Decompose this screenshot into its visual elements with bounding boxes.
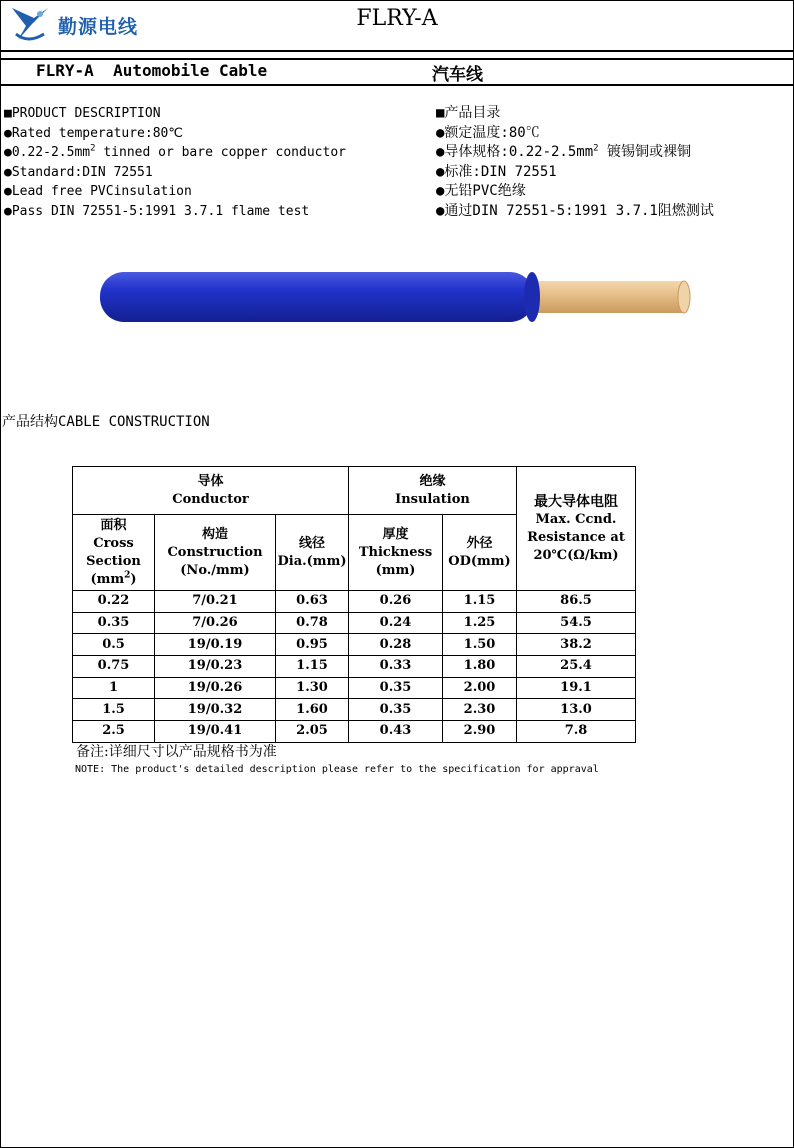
subtitle-english: FLRY-A Automobile Cable <box>36 61 268 80</box>
cell-thickness: 0.28 <box>349 634 443 656</box>
cell-thickness: 0.33 <box>349 656 443 678</box>
desc-conductor-en-sup: 2 <box>90 143 96 154</box>
cell-thickness: 0.24 <box>349 612 443 634</box>
header-area-unit-open: (mm <box>90 571 125 587</box>
header-conductor-group <box>73 467 349 515</box>
cable-illustration <box>96 266 696 326</box>
table-header-row-1 <box>73 467 636 515</box>
cell-construction: 19/0.41 <box>155 721 276 743</box>
note-chinese: 备注:详细尺寸以产品规格书为准 <box>76 744 277 760</box>
table-row <box>73 699 636 721</box>
cell-thickness: 0.43 <box>349 721 443 743</box>
cell-resistance: 25.4 <box>517 656 636 678</box>
cell-construction: 7/0.26 <box>155 612 276 634</box>
subtitle-chinese: 汽车线 <box>432 65 483 85</box>
cell-area: 1.5 <box>73 699 155 721</box>
cell-resistance: 38.2 <box>517 634 636 656</box>
header <box>0 0 794 52</box>
cell-construction: 7/0.21 <box>155 591 276 613</box>
desc-conductor-cn <box>436 143 714 163</box>
header-insulation-group <box>349 467 517 515</box>
desc-conductor-en-pre: ●0.22-2.5mm <box>4 145 91 161</box>
header-resistance-en3: 20℃(Ω/km) <box>533 547 619 563</box>
note-english: NOTE: The product's detailed description please refer to the specification for appraval <box>75 764 599 775</box>
cell-resistance: 7.8 <box>517 721 636 743</box>
cell-thickness: 0.35 <box>349 699 443 721</box>
cell-construction: 19/0.26 <box>155 677 276 699</box>
cell-area: 0.5 <box>73 634 155 656</box>
header-construction-en: Construction <box>167 544 263 560</box>
header-resistance-en1: Max. Ccnd. <box>535 511 617 527</box>
cell-area: 0.22 <box>73 591 155 613</box>
header-area-unit-sup: 2 <box>124 570 131 581</box>
desc-conductor-en-post: tinned or bare copper conductor <box>95 145 346 161</box>
desc-conductor-en <box>4 143 346 163</box>
cell-area: 0.75 <box>73 656 155 678</box>
table-row <box>73 612 636 634</box>
cell-od: 1.80 <box>443 656 517 678</box>
cell-diameter: 1.15 <box>276 656 349 678</box>
table-row <box>73 656 636 678</box>
header-construction <box>155 515 276 591</box>
table-row <box>73 677 636 699</box>
cell-od: 1.50 <box>443 634 517 656</box>
table-body <box>73 591 636 743</box>
desc-flame-test-en: ●Pass DIN 72551-5:1991 3.7.1 flame test <box>4 203 310 219</box>
desc-insulation-cn: ●无铅PVC绝缘 <box>436 183 526 200</box>
cell-diameter: 0.63 <box>276 591 349 613</box>
document-title: FLRY-A <box>356 6 438 31</box>
cell-construction: 19/0.32 <box>155 699 276 721</box>
table-row <box>73 721 636 743</box>
desc-heading-en: ■PRODUCT DESCRIPTION <box>4 106 161 121</box>
conductor-core <box>516 281 686 313</box>
desc-conductor-cn-post: 镀锡铜或裸铜 <box>598 144 692 161</box>
cell-area: 2.5 <box>73 721 155 743</box>
header-area-unit <box>73 571 154 589</box>
conductor-end <box>678 281 690 313</box>
desc-conductor-cn-sup: 2 <box>593 143 599 154</box>
product-description-english <box>4 104 346 222</box>
cell-resistance: 86.5 <box>517 591 636 613</box>
insulation-jacket <box>100 272 534 322</box>
header-area-en1: Cross <box>93 535 134 551</box>
header-diameter-cn: 线径 <box>298 535 325 551</box>
cell-thickness: 0.35 <box>349 677 443 699</box>
insulation-end <box>524 272 540 322</box>
desc-standard-en: ●Standard:DIN 72551 <box>4 164 153 180</box>
header-conductor-en: Conductor <box>172 491 249 507</box>
cell-area: 1 <box>73 677 155 699</box>
cell-resistance: 54.5 <box>517 612 636 634</box>
header-od-cn: 外径 <box>466 535 493 551</box>
desc-flame-test-cn: ●通过DIN 72551-5:1991 3.7.1阻燃测试 <box>436 202 714 219</box>
section-title-construction: 产品结构CABLE CONSTRUCTION <box>2 414 210 430</box>
cell-diameter: 0.78 <box>276 612 349 634</box>
header-insulation-en: Insulation <box>395 491 470 507</box>
cell-diameter: 2.05 <box>276 721 349 743</box>
desc-standard-cn: ●标准:DIN 72551 <box>436 163 557 180</box>
brand-name: 勤源电线 <box>58 16 139 38</box>
desc-rated-temp-cn: ●额定温度:80℃ <box>436 124 540 141</box>
table-row <box>73 591 636 613</box>
header-thickness-cn: 厚度 <box>382 526 409 542</box>
cell-diameter: 0.95 <box>276 634 349 656</box>
cell-construction: 19/0.19 <box>155 634 276 656</box>
header-od-en: OD(mm) <box>448 553 511 569</box>
header-area <box>73 515 155 591</box>
header-thickness <box>349 515 443 591</box>
header-conductor-cn: 导体 <box>197 473 224 489</box>
header-construction-cn: 构造 <box>201 526 228 542</box>
header-resistance-en2: Resistance at <box>527 529 625 545</box>
header-construction-unit: (No./mm) <box>180 562 250 578</box>
header-thickness-unit: (mm) <box>375 562 416 578</box>
subtitle-bar <box>0 58 794 86</box>
cell-od: 2.30 <box>443 699 517 721</box>
header-od <box>443 515 517 591</box>
header-thickness-en: Thickness <box>358 544 433 560</box>
cell-od: 1.25 <box>443 612 517 634</box>
cable-construction-table <box>72 466 636 743</box>
cell-od: 2.00 <box>443 677 517 699</box>
header-insulation-cn: 绝缘 <box>419 473 446 489</box>
cell-od: 1.15 <box>443 591 517 613</box>
cell-od: 2.90 <box>443 721 517 743</box>
header-resistance <box>517 467 636 591</box>
header-resistance-cn: 最大导体电阻 <box>534 493 618 510</box>
header-diameter <box>276 515 349 591</box>
header-diameter-en: Dia.(mm) <box>277 553 347 569</box>
desc-heading-cn: ■产品目录 <box>436 105 501 121</box>
header-area-unit-close: ) <box>130 571 137 587</box>
desc-conductor-cn-pre: ●导体规格:0.22-2.5mm <box>436 144 594 161</box>
desc-insulation-en: ●Lead free PVCinsulation <box>4 184 192 200</box>
header-area-cn: 面积 <box>100 517 127 533</box>
cell-thickness: 0.26 <box>349 591 443 613</box>
cell-area: 0.35 <box>73 612 155 634</box>
table-row <box>73 634 636 656</box>
header-area-en2: Section <box>86 553 141 569</box>
cell-diameter: 1.60 <box>276 699 349 721</box>
cell-diameter: 1.30 <box>276 677 349 699</box>
desc-rated-temp-en: ●Rated temperature:80℃ <box>4 125 183 141</box>
cell-resistance: 13.0 <box>517 699 636 721</box>
cell-resistance: 19.1 <box>517 677 636 699</box>
cell-construction: 19/0.23 <box>155 656 276 678</box>
product-description-chinese <box>436 104 714 222</box>
